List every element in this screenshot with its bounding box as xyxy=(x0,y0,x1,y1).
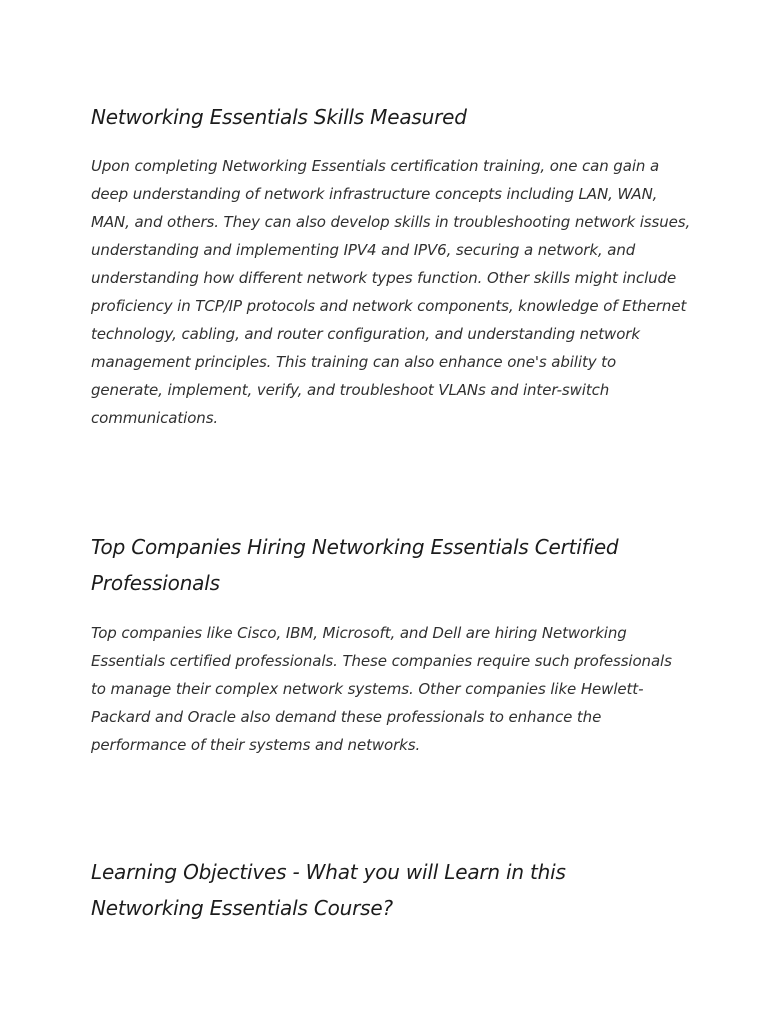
section-body-top-companies: Top companies like Cisco, IBM, Microsoft, and Dell are hiring Networking Essentials certified professionals. These companies require such professionals to manage their complex network systems. Other companies like Hewlett-Packard and Oracle also demand these professionals to enhance the performance of their systems and networks. xyxy=(91,624,672,754)
section-heading-learning-objectives: Learning Objectives - What you will Learn in this Networking Essentials Course? xyxy=(91,860,566,920)
section-heading-skills-measured: Networking Essentials Skills Measured xyxy=(91,105,467,129)
section-body-skills-measured: Upon completing Networking Essentials certification training, one can gain a deep understanding of network infrastructure concepts including LAN, WAN, MAN, and others. They can also develop skills in troubleshooting network issues, understanding and implementing IPV4 and IPV6, securing a network, and understanding how different network types function. Other skills might include proficiency in TCP/IP protocols and network components, knowledge of Ethernet technology, cabling, and router configuration, and understanding network management principles. This training can also enhance one's ability to generate, implement, verify, and troubleshoot VLANs and inter-switch communications. xyxy=(91,157,691,427)
section-heading-top-companies: Top Companies Hiring Networking Essentials Certified Professionals xyxy=(91,535,619,595)
